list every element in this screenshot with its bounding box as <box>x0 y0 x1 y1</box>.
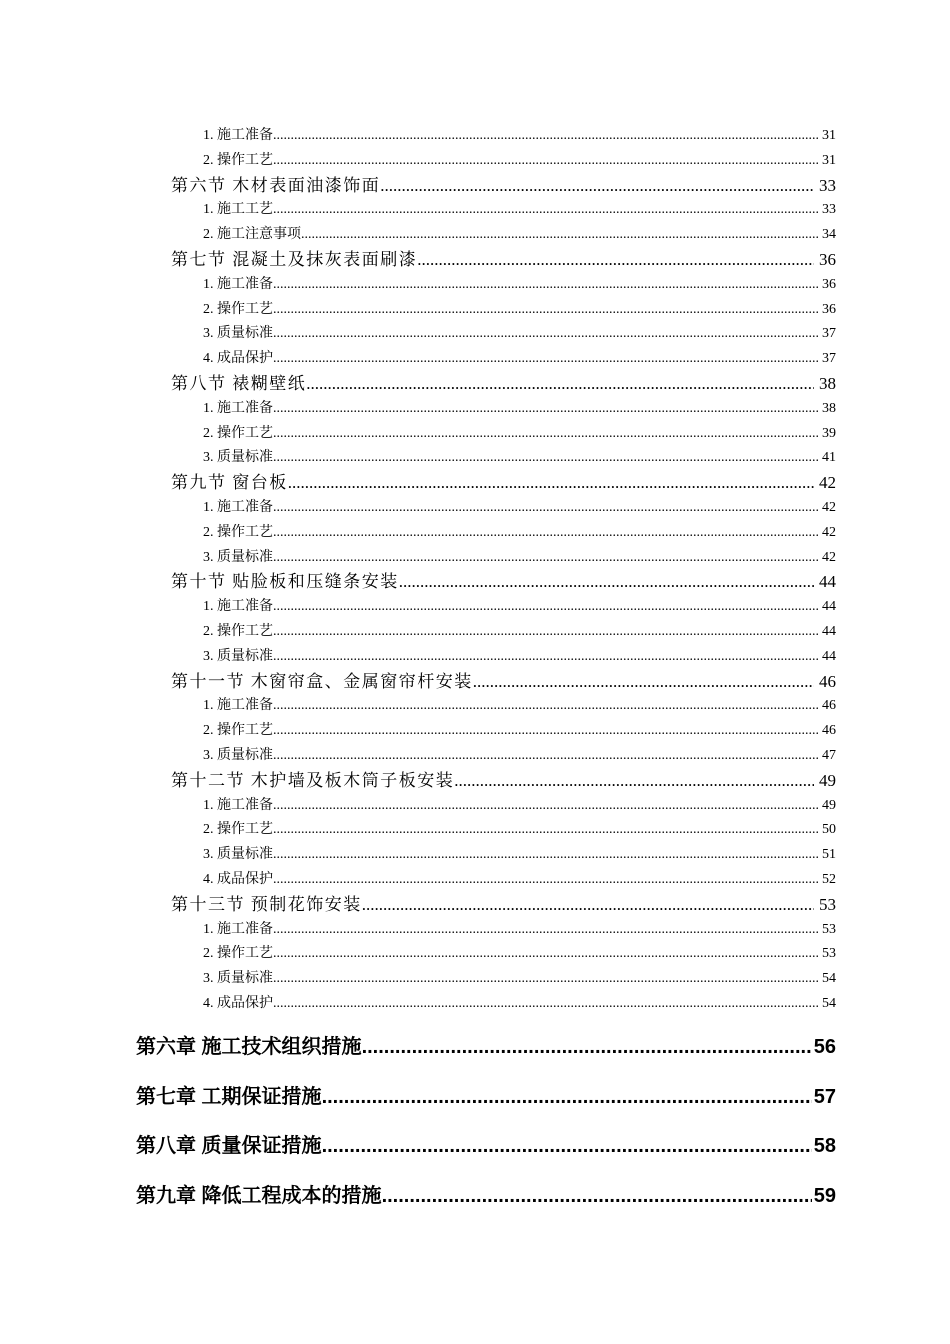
toc-item-label: 3. 质量标准 <box>203 648 273 664</box>
page-number: 38 <box>822 400 836 416</box>
dot-leader <box>273 546 818 571</box>
toc-item-label: 1. 施工准备 <box>203 797 273 813</box>
page-number: 44 <box>822 648 836 664</box>
table-of-contents <box>0 124 950 1017</box>
toc-section-label: 第九节 窗台板 <box>171 473 288 493</box>
toc-section-label: 第十二节 木护墙及板木筒子板安装 <box>171 770 455 790</box>
toc-item-label: 4. 成品保护 <box>203 995 273 1011</box>
page-number: 54 <box>822 995 836 1011</box>
toc-item-label: 2. 操作工艺 <box>203 425 273 441</box>
toc-section[interactable] <box>0 471 950 496</box>
toc-item[interactable] <box>0 347 950 372</box>
page-number: 53 <box>822 946 836 962</box>
dot-leader <box>273 298 818 323</box>
dot-leader <box>273 446 818 471</box>
toc-item[interactable] <box>0 942 950 967</box>
toc-item[interactable] <box>0 198 950 223</box>
dot-leader <box>362 893 814 918</box>
toc-item-label: 1. 施工准备 <box>203 276 273 292</box>
toc-item[interactable] <box>0 521 950 546</box>
page-number: 42 <box>822 524 836 540</box>
page-number: 42 <box>819 473 836 493</box>
page-number: 53 <box>822 921 836 937</box>
toc-item[interactable] <box>0 794 950 819</box>
toc-item[interactable] <box>0 620 950 645</box>
toc-item[interactable] <box>0 694 950 719</box>
toc-item[interactable] <box>0 149 950 174</box>
dot-leader <box>273 521 818 546</box>
dot-leader <box>273 124 818 149</box>
page-number: 38 <box>819 373 836 393</box>
dot-leader <box>273 818 818 843</box>
toc-item[interactable] <box>0 843 950 868</box>
toc-chapter[interactable] <box>0 1077 950 1127</box>
dot-leader <box>417 248 814 273</box>
toc-section-label: 第七节 混凝土及抹灰表面刷漆 <box>171 249 418 269</box>
toc-item[interactable] <box>0 744 950 769</box>
page-number: 46 <box>822 698 836 714</box>
toc-item-label: 2. 操作工艺 <box>203 152 273 168</box>
toc-section[interactable] <box>0 372 950 397</box>
page-number: 54 <box>822 971 836 987</box>
toc-item-label: 1. 施工准备 <box>203 698 273 714</box>
dot-leader <box>273 422 818 447</box>
toc-item[interactable] <box>0 967 950 992</box>
dot-leader <box>288 471 814 496</box>
toc-item[interactable] <box>0 496 950 521</box>
dot-leader <box>399 570 814 595</box>
dot-leader <box>322 1126 812 1166</box>
toc-item-label: 3. 质量标准 <box>203 326 273 342</box>
page-number: 47 <box>822 747 836 763</box>
toc-item[interactable] <box>0 397 950 422</box>
page-number: 37 <box>822 351 836 367</box>
toc-section-label: 第十三节 预制花饰安装 <box>171 894 362 914</box>
page-number: 36 <box>822 301 836 317</box>
dot-leader <box>273 645 818 670</box>
toc-section-label: 第十一节 木窗帘盒、金属窗帘杆安装 <box>171 671 473 691</box>
toc-section[interactable] <box>0 570 950 595</box>
dot-leader <box>454 769 814 794</box>
toc-item[interactable] <box>0 645 950 670</box>
toc-section[interactable] <box>0 248 950 273</box>
toc-item-label: 1. 施工准备 <box>203 499 273 515</box>
toc-item[interactable] <box>0 273 950 298</box>
toc-item[interactable] <box>0 298 950 323</box>
toc-item-label: 2. 操作工艺 <box>203 946 273 962</box>
toc-item[interactable] <box>0 546 950 571</box>
dot-leader <box>273 397 818 422</box>
dot-leader <box>273 322 818 347</box>
page-number: 58 <box>813 1135 836 1157</box>
toc-item[interactable] <box>0 818 950 843</box>
dot-leader <box>322 1077 812 1117</box>
page-number: 33 <box>819 175 836 195</box>
toc-item[interactable] <box>0 595 950 620</box>
dot-leader <box>273 868 818 893</box>
page-number: 46 <box>822 723 836 739</box>
page-number: 52 <box>822 871 836 887</box>
toc-item-label: 2. 操作工艺 <box>203 301 273 317</box>
toc-item-label: 3. 质量标准 <box>203 847 273 863</box>
dot-leader <box>273 992 818 1017</box>
toc-chapter-label: 第九章 降低工程成本的措施 <box>136 1184 382 1207</box>
toc-item[interactable] <box>0 223 950 248</box>
page-number: 51 <box>822 847 836 863</box>
dot-leader <box>273 744 818 769</box>
toc-item[interactable] <box>0 719 950 744</box>
toc-section-label: 第六节 木材表面油漆饰面 <box>171 175 381 195</box>
toc-item-label: 2. 操作工艺 <box>203 723 273 739</box>
toc-section-label: 第十节 贴脸板和压缝条安装 <box>171 572 399 592</box>
dot-leader <box>273 794 818 819</box>
page-number: 34 <box>822 227 836 243</box>
toc-item-label: 2. 施工注意事项 <box>203 227 301 243</box>
page-number: 49 <box>822 797 836 813</box>
toc-chapter-label: 第七章 工期保证措施 <box>136 1085 322 1108</box>
toc-item-label: 1. 施工工艺 <box>203 202 273 218</box>
page-number: 57 <box>813 1085 836 1108</box>
toc-item[interactable] <box>0 124 950 149</box>
dot-leader <box>362 1027 812 1067</box>
toc-item-label: 2. 操作工艺 <box>203 623 273 639</box>
toc-section[interactable] <box>0 769 950 794</box>
dot-leader <box>273 620 818 645</box>
dot-leader <box>301 223 818 248</box>
dot-leader <box>273 595 818 620</box>
dot-leader <box>380 174 814 199</box>
dot-leader <box>273 719 818 744</box>
page-number: 53 <box>819 894 836 914</box>
toc-item-label: 1. 施工准备 <box>203 128 273 143</box>
page-number: 42 <box>822 499 836 515</box>
page-number: 33 <box>822 202 836 218</box>
toc-item[interactable] <box>0 918 950 943</box>
toc-item-label: 4. 成品保护 <box>203 871 273 887</box>
page-number: 36 <box>819 249 836 269</box>
toc-item-label: 2. 操作工艺 <box>203 822 273 838</box>
toc-section[interactable] <box>0 670 950 695</box>
page-number: 44 <box>819 572 836 592</box>
toc-chapter-label: 第六章 施工技术组织措施 <box>136 1036 362 1058</box>
toc-chapter[interactable] <box>0 1126 950 1176</box>
dot-leader <box>273 149 818 174</box>
toc-chapter[interactable] <box>0 1176 950 1226</box>
dot-leader <box>382 1176 812 1216</box>
toc-item-label: 1. 施工准备 <box>203 921 273 937</box>
toc-item-label: 3. 质量标准 <box>203 549 273 565</box>
toc-section[interactable] <box>0 174 950 199</box>
dot-leader <box>473 670 814 695</box>
toc-item[interactable] <box>0 868 950 893</box>
dot-leader <box>273 918 818 943</box>
chapter-list <box>0 1027 950 1225</box>
dot-leader <box>273 942 818 967</box>
page-number: 44 <box>822 623 836 639</box>
toc-item-label: 3. 质量标准 <box>203 747 273 763</box>
dot-leader <box>273 198 818 223</box>
toc-item-label: 2. 操作工艺 <box>203 524 273 540</box>
page-number: 31 <box>822 128 836 143</box>
page-number: 37 <box>822 326 836 342</box>
toc-item[interactable] <box>0 322 950 347</box>
dot-leader <box>273 347 818 372</box>
toc-item[interactable] <box>0 992 950 1017</box>
page-number: 44 <box>822 599 836 615</box>
page-number: 41 <box>822 450 836 466</box>
dot-leader <box>273 694 818 719</box>
toc-chapter-label: 第八章 质量保证措施 <box>136 1135 322 1157</box>
toc-item-label: 1. 施工准备 <box>203 400 273 416</box>
page-number: 36 <box>822 276 836 292</box>
toc-item-label: 1. 施工准备 <box>203 599 273 615</box>
page-number: 31 <box>822 152 836 168</box>
page-number: 59 <box>813 1184 836 1207</box>
page-number: 46 <box>819 671 836 691</box>
dot-leader <box>273 496 818 521</box>
dot-leader <box>273 967 818 992</box>
toc-section[interactable] <box>0 893 950 918</box>
toc-item-label: 3. 质量标准 <box>203 971 273 987</box>
page-number: 49 <box>819 770 836 790</box>
page-number: 56 <box>813 1036 836 1058</box>
toc-item-label: 3. 质量标准 <box>203 450 273 466</box>
toc-item-label: 4. 成品保护 <box>203 351 273 367</box>
page-number: 39 <box>822 425 836 441</box>
dot-leader <box>273 843 818 868</box>
dot-leader <box>306 372 814 397</box>
toc-section-label: 第八节 裱糊壁纸 <box>171 373 307 393</box>
toc-chapter[interactable] <box>0 1027 950 1077</box>
toc-item[interactable] <box>0 446 950 471</box>
page-number: 50 <box>822 822 836 838</box>
toc-item[interactable] <box>0 422 950 447</box>
page-number: 42 <box>822 549 836 565</box>
dot-leader <box>273 273 818 298</box>
